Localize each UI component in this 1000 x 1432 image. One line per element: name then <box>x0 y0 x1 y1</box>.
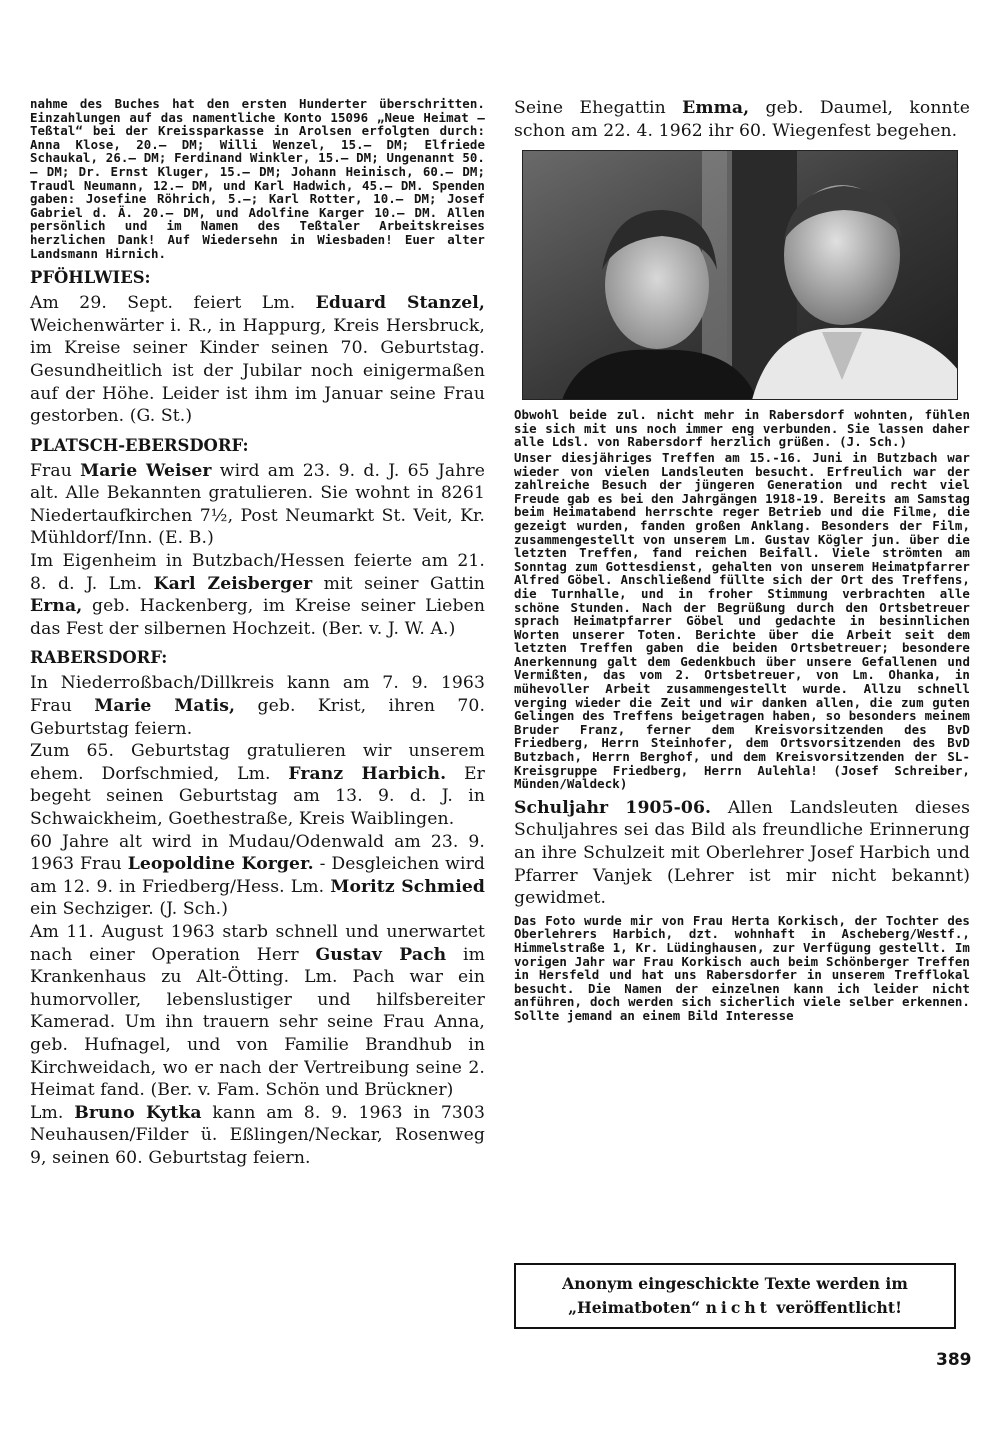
heading-pfoehlwies: PFÖHLWIES: <box>30 268 151 288</box>
heading-rabersdorf: RABERSDORF: <box>30 648 168 668</box>
couple-photo <box>522 150 958 400</box>
rabersdorf-paragraph-3: 60 Jahre alt wird in Mudau/Odenwald am 23. 9. 1963 Frau Leopoldine Korger. - Desgleichen wird am 12. 9. in Friedberg/Hess. Lm. Moritz Schmied ein Sechziger. (J. Sch.) <box>30 831 486 920</box>
notice-box <box>514 1263 956 1329</box>
notice-line-1: Anonym eingeschickte Texte werden im <box>562 1274 908 1293</box>
intro-paragraph: nahme des Buches hat den ersten Hunderter überschritten. Einzahlungen auf das namentliche Konto 15096 „Neue Heimat — Teßtal“ bei der Kreissparkasse in Arolsen erfolgten durch: Anna Klose, 20.— DM; Willi Wenzel, 15.— DM; Elfriede Schaukal, 26.— DM; Ferdinand Winkler, 15.— DM; Ungenannt 50.— DM; Dr. Ernst Kluger, 15.— DM; Johann Heinisch, 60.— DM; Traudl Neumann, 12.— DM, und Karl Hadwich, 45.— DM. Spenden gaben: Josefine Röhrich, 5.—; Karl Rotter, 10.— DM; Josef Gabriel d. Ä. 20.— DM, und Adolfine Karger 10.— DM. Allen persönlich und im Namen des Teßtaler Arbeitskreises herzlichen Dank! Auf Wiedersehn in Wiesbaden! Euer alter Landsmann Hirnich. <box>30 96 485 261</box>
rabersdorf-paragraph-1: In Niederroßbach/Dillkreis kann am 7. 9. 1963 Frau Marie Matis, geb. Krist, ihren 70. Geburtstag feiern. <box>30 673 486 739</box>
page-number: 389 <box>936 1350 972 1370</box>
notice-line-2: „Heimatboten“ nicht veröffentlicht! <box>568 1298 902 1317</box>
right-column <box>514 97 970 1023</box>
couple-photo-image <box>522 150 958 400</box>
platsch-paragraph-2: Im Eigenheim in Butzbach/Hessen feierte am 21. 8. d. J. Lm. Karl Zeisberger mit seiner Gattin Erna, geb. Hackenberg, im Kreise seiner Lieben das Fest der silbernen Hochzeit. (Ber. v. J. W. A.) <box>30 551 485 639</box>
heading-platsch-ebersdorf: PLATSCH-EBERSDORF: <box>30 435 249 455</box>
rabersdorf-paragraph-2: Zum 65. Geburtstag gratulieren wir unserem ehem. Dorfschmied, Lm. Franz Harbich. Er begeht seinen Geburtstag am 13. 9. d. J. in Schwaickheim, Goethestraße, Kreis Waiblingen. <box>30 741 485 829</box>
platsch-paragraph-1: Frau Marie Weiser wird am 23. 9. d. J. 65 Jahre alt. Alle Bekannten gratulieren. Sie wohnt in 8261 Niedertaufkirchen 7½, Post Neumarkt St. Veit, Kr. Mühldorf/Inn. (E. B.) <box>30 460 485 549</box>
meeting-paragraph: Unser diesjähriges Treffen am 15.-16. Juni in Butzbach war wieder von vielen Landsleuten besucht. Erfreulich war der zahlreiche Besuch der jüngeren Generation und recht viel Freude gab es bei den Jahrgängen 1918-19. Bereits am Samstag beim Heimatabend herrschte reger Betrieb und die Filme, die gezeigt wurden, fanden großen Anklang. Besonders der Film, zusammengestellt von unserem Lm. Gustav Kögler jun. über die letzten Treffen, fand reichen Beifall. Viele strömten am Sonntag zum Gottesdienst, gehalten von unserem Heimatpfarrer Alfred Göbel. Anschließend füllte sich der Ort des Treffens, die Turnhalle, und in froher Stimmung verbrachten alle schöne Stunden. Nach der Begrüßung durch den Ortsbetreuer sprach Heimatpfarrer Göbel und gedachte in besinnlichen Worten unserer Toten. Berichte über die Arbeit seit dem letzten Treffen gaben die beiden Ortsbetreuer; besondere Anerkennung galt dem Gedenkbuch über unsere Gefallenen und Vermißten, das vom 2. Ortsbetreuer, von Lm. Ohanka, in mühevoller Arbeit zusammengestellt wurde. Allzu schnell verging wieder die Zeit und wir danken allen, die zum guten Gelingen des Treffens beigetragen haben, so besonders meinem Bruder Franz, ferner dem Kreisvorsitzenden des BvD Friedberg, Herrn Steinhofer, dem Ortsvorsitzenden des BvD Butzbach, Herrn Berghof, und dem Kreisvorsitzenden der SL-Kreisgruppe Friedberg, Herrn Aulehla! (Josef Schreiber, Münden/Waldeck) <box>514 449 970 792</box>
photo-caption: Obwohl beide zul. nicht mehr in Rabersdorf wohnten, fühlen sie sich mit uns noch immer eng verbunden. Sie lassen daher alle Ldsl. von Rabersdorf herzlich grüßen. (J. Sch.) <box>514 407 970 450</box>
school-year-paragraph: Schuljahr 1905-06. Allen Landsleuten dieses Schuljahres sei das Bild als freundliche Erinnerung an ihre Schulzeit mit Oberlehrer Josef Harbich und Pfarrer Vanjek (Lehrer ist mir nicht bekannt) gewidmet. <box>514 797 970 909</box>
rabersdorf-paragraph-4: Am 11. August 1963 starb schnell und unerwartet nach einer Operation Herr Gustav Pach im Krankenhaus zu Alt-Ötting. Lm. Pach war ein humorvoller, lebenslustiger und hilfsbereiter Kamerad. Um ihn trauern sehr seine Frau Anna, geb. Hufnagel, und von Familie Brandhub in Kirchweidach, wo er nach der Vertreibung seine 2. Heimat fand. (Ber. v. Fam. Schön und Brückner) <box>30 921 485 1101</box>
rabersdorf-paragraph-5: Lm. Bruno Kytka kann am 8. 9. 1963 in 7303 Neuhausen/Filder ü. Eßlingen/Neckar, Rosenweg 9, seinen 60. Geburtstag feiern. <box>30 1102 485 1168</box>
emma-paragraph: Seine Ehegattin Emma, geb. Daumel, konnte schon am 22. 4. 1962 ihr 60. Wiegenfest begehen. <box>514 98 970 141</box>
photo-info-paragraph: Das Foto wurde mir von Frau Herta Korkisch, der Tochter des Oberlehrers Harbich, dzt. wohnhaft in Ascheberg/Westf., Himmelstraße 1, Kr. Lüdinghausen, zur Verfügung gestellt. Im vorigen Jahr war Frau Korkisch auch beim Schönberger Treffen in Hersfeld und hat uns Rabersdorfer in unserem Trefflokal besucht. Die Namen der einzelnen kann ich leider nicht anführen, doch werden sich sicherlich viele selber erkennen. Sollte jemand an einem Bild Interesse <box>514 912 970 1023</box>
pfoehlwies-paragraph: Am 29. Sept. feiert Lm. Eduard Stanzel, Weichenwärter i. R., in Happurg, Kreis Hersbruck, im Kreise seiner Kinder seinen 70. Geburtstag. Gesundheitlich ist der Jubilar noch einigermaßen auf der Höhe. Leider ist ihm im Januar seine Frau gestorben. (G. St.) <box>30 293 485 427</box>
left-column <box>30 97 485 1170</box>
